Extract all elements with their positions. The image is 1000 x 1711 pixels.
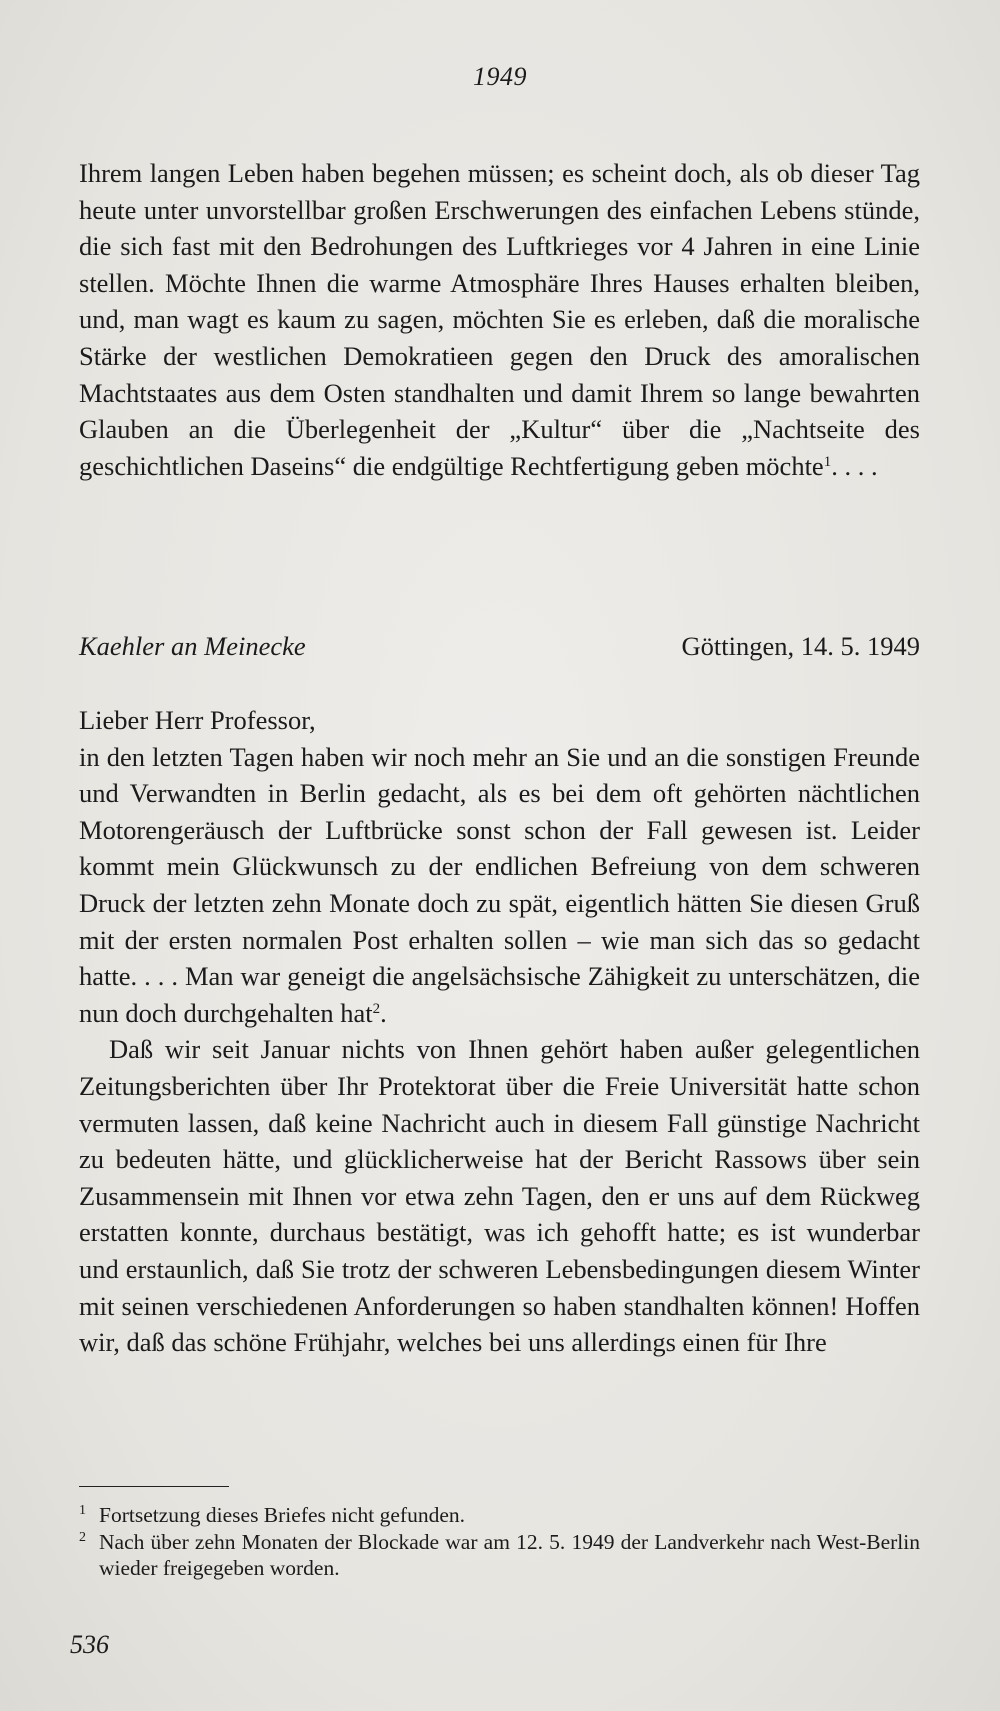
running-head: 1949 bbox=[473, 62, 527, 91]
footnote-1-text: Fortsetzung dieses Briefes nicht gefunden. bbox=[99, 1503, 466, 1527]
letter-body bbox=[79, 702, 920, 1361]
ellipsis: . . . . bbox=[831, 450, 878, 481]
paragraph-1 bbox=[79, 155, 920, 484]
salutation: Lieber Herr Professor, bbox=[79, 705, 316, 735]
footnote-1 bbox=[79, 1502, 920, 1529]
footnote-2-mark: 2 bbox=[79, 1529, 86, 1545]
footnote-2-text: Nach über zehn Monaten der Blockade war am 12. 5. 1949 der Landverkehr nach West-Berlin wieder freigegeben worden. bbox=[99, 1529, 920, 1580]
letter-place-date: Göttingen, 14. 5. 1949 bbox=[681, 631, 920, 661]
page-number: 536 bbox=[70, 1630, 109, 1659]
footnote-rule bbox=[79, 1486, 229, 1487]
paragraph-2-end: . bbox=[380, 997, 387, 1028]
footnotes bbox=[79, 1502, 920, 1582]
letter-correspondents: Kaehler an Meinecke bbox=[79, 631, 306, 661]
paragraph-2-text: in den letzten Tagen haben wir noch mehr an Sie und an die sonstigen Freunde und Verwandten in Berlin gedacht, als es bei dem oft gehörten nächtlichen Motorengeräusch der Luftbrücke sonst schon der Fall gewesen ist. Leider kommt mein Glückwunsch zu der endlichen Befreiung von dem schweren Druck der letzten zehn Monate doch zu spät, eigentlich hätten Sie diesen Gruß mit der ersten normalen Post erhalten sollen – wie man sich das so gedacht hatte. . . . Man war geneigt die angelsächsische Zähigkeit zu unterschätzen, die nun doch durchgehalten hat bbox=[79, 741, 920, 1028]
footnote-1-mark: 1 bbox=[79, 1503, 86, 1518]
paragraph-3: Daß wir seit Januar nichts von Ihnen gehört haben außer gelegentlichen Zeitungsberichten über Ihr Protektorat über die Freie Universität hatte schon vermuten lassen, daß keine Nachricht auch in diesem Fall günstige Nachricht zu bedeuten hätte, und glücklicherweise hat der Bericht Rassows über sein Zusammensein mit Ihnen vor etwa zehn Tagen, den er uns auf dem Rückweg erstatten konnte, durchaus bestätigt, was ich gehofft hatte; es ist wunderbar und erstaunlich, daß Sie trotz der schweren Lebensbedingungen diesem Winter mit seinen verschiedenen Anforderungen so haben standhalten können! Hoffen wir, daß das schöne Frühjahr, welches bei uns allerdings einen für Ihre bbox=[79, 1034, 920, 1358]
letter-continuation bbox=[79, 155, 920, 484]
paragraph-2 bbox=[79, 739, 920, 1032]
paragraph-1-text: Ihrem langen Leben haben begehen müssen; es scheint doch, als ob dieser Tag heute unter unvorstellbar großen Erschwerungen des einfachen Lebens stünde, die sich fast mit den Bedrohungen des Luftkrieges vor 4 Jahren in eine Linie stellen. Möchte Ihnen die warme Atmosphäre Ihres Hauses erhalten bleiben, und, man wagt es kaum zu sagen, möchten Sie es erleben, daß die moralische Stärke der westlichen Demokratieen gegen den Druck des amoralischen Machtstaates aus dem Osten standhalten und damit Ihrem so lange bewahrten Glauben an die Überlegenheit der „Kultur“ über die „Nachtseite des geschichtlichen Daseins“ die endgültige Rechtfertigung geben möchte bbox=[79, 158, 920, 481]
footnote-ref-2: 2 bbox=[372, 1000, 381, 1017]
footnote-2 bbox=[79, 1529, 920, 1582]
footnote-ref-1: 1 bbox=[823, 453, 832, 470]
